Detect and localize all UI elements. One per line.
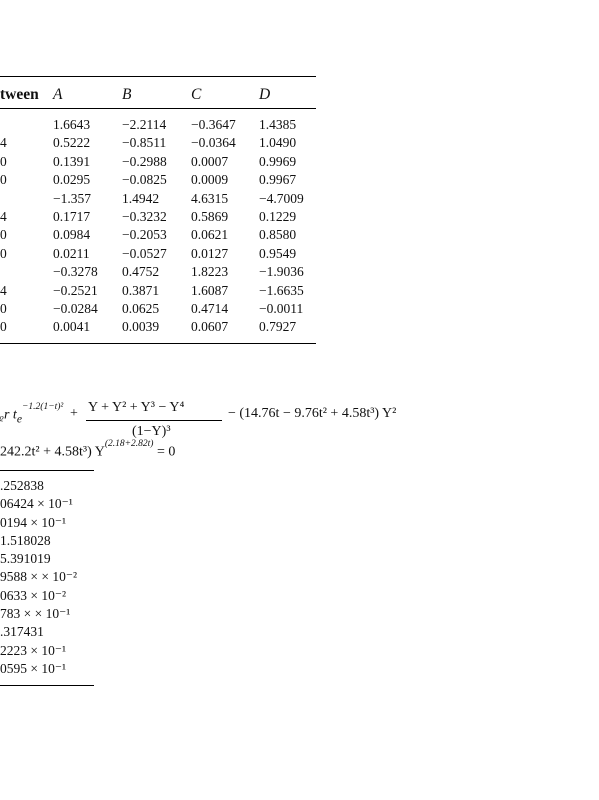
- table-row: [0, 246, 320, 264]
- table-row: [0, 264, 320, 282]
- value-cell: 0.0621: [191, 227, 229, 243]
- value-cell: 0.0007: [191, 153, 229, 169]
- value-cell: 0.0625: [122, 300, 160, 316]
- constant-value: 06424 × 10⁻¹: [0, 496, 73, 512]
- row-label-cell: 0: [0, 300, 7, 316]
- header-cell-d: D: [259, 86, 271, 103]
- value-cell: 0.4714: [191, 300, 229, 316]
- constant-value: 2223 × 10⁻¹: [0, 642, 67, 658]
- table-row: [0, 283, 320, 301]
- value-cell: 0.0127: [191, 245, 229, 261]
- value-cell: −0.0825: [122, 172, 167, 188]
- constant-value: 1.518028: [0, 532, 51, 548]
- value-cell: 0.0009: [191, 172, 229, 188]
- value-cell: 1.0490: [259, 135, 297, 151]
- constants-top-rule: [0, 470, 94, 471]
- value-cell: 0.1229: [259, 208, 297, 224]
- value-cell: 0.9549: [259, 245, 297, 261]
- constants-bottom-rule: [0, 685, 94, 686]
- table-row: [0, 117, 320, 135]
- value-cell: 0.0607: [191, 319, 229, 335]
- value-cell: −4.7009: [259, 190, 304, 206]
- table-body: [0, 117, 320, 338]
- value-cell: 0.0984: [53, 227, 91, 243]
- value-cell: −1.357: [53, 190, 91, 206]
- fraction-bar: [86, 420, 222, 421]
- value-cell: 1.4942: [122, 190, 160, 206]
- constant-value: 0633 × 10⁻²: [0, 587, 67, 603]
- table-row: [0, 227, 320, 245]
- value-cell: 1.6643: [53, 117, 91, 132]
- constant-value: .317431: [0, 624, 44, 640]
- constants-list: [0, 478, 77, 679]
- row-label-cell: 0: [0, 227, 7, 243]
- constant-value: 5.391019: [0, 551, 51, 567]
- row-label-cell: 4: [0, 135, 7, 151]
- equation-line1-left: ᵨr $t_e^{-1.2(1-t)^2}$: [0, 402, 64, 426]
- header-cell-c: C: [191, 86, 202, 103]
- value-cell: −1.6635: [259, 282, 304, 298]
- equation-denominator: (1−Y)³: [132, 424, 171, 439]
- equation-line1-right: − (14.76t − 9.76t² + 4.58t³) Y²: [228, 406, 397, 421]
- row-label-cell: 4: [0, 282, 7, 298]
- value-cell: −0.8511: [122, 135, 167, 151]
- value-cell: 4.6315: [191, 190, 229, 206]
- row-label-cell: 0: [0, 245, 7, 261]
- value-cell: −0.0364: [191, 135, 236, 151]
- value-cell: 0.8580: [259, 227, 297, 243]
- value-cell: 0.9967: [259, 172, 297, 188]
- value-cell: −1.9036: [259, 264, 304, 280]
- value-cell: −0.3647: [191, 117, 236, 132]
- value-cell: −0.2521: [53, 282, 98, 298]
- row-label-cell: 0: [0, 319, 7, 335]
- value-cell: 0.7927: [259, 319, 297, 335]
- table-header-rule: [0, 108, 316, 109]
- value-cell: 0.5222: [53, 135, 91, 151]
- value-cell: −0.0284: [53, 300, 98, 316]
- value-cell: 0.1717: [53, 208, 91, 224]
- value-cell: 1.6087: [191, 282, 229, 298]
- value-cell: −0.3232: [122, 208, 167, 224]
- table-bottom-rule: [0, 343, 316, 344]
- constant-value: 0595 × 10⁻¹: [0, 660, 67, 676]
- value-cell: 0.4752: [122, 264, 160, 280]
- header-cell: tween: [0, 86, 39, 103]
- value-cell: 0.3871: [122, 282, 160, 298]
- value-cell: 0.9969: [259, 153, 297, 169]
- header-cell-b: B: [122, 86, 132, 103]
- constant-value: 0194 × 10⁻¹: [0, 514, 67, 530]
- table-top-rule: [0, 76, 316, 77]
- value-cell: 0.0041: [53, 319, 91, 335]
- value-cell: 0.1391: [53, 153, 91, 169]
- value-cell: 0.0295: [53, 172, 91, 188]
- equation-line2: 242.2t² + 4.58t³) $Y^{(2.18+2.82t)} = 0$: [0, 439, 176, 460]
- equation-plus: +: [70, 406, 78, 421]
- value-cell: −0.0011: [259, 300, 304, 316]
- equation-numerator: Y + Y² + Y³ − Y⁴: [88, 400, 185, 415]
- table-row: [0, 154, 320, 172]
- constant-value: 783 × × 10⁻¹: [0, 606, 71, 622]
- value-cell: −2.2114: [122, 117, 167, 132]
- row-label-cell: 0: [0, 172, 7, 188]
- value-cell: 1.4385: [259, 117, 297, 132]
- value-cell: −0.2988: [122, 153, 167, 169]
- row-label-cell: 0: [0, 153, 7, 169]
- value-cell: 0.5869: [191, 208, 229, 224]
- row-label-cell: 4: [0, 208, 7, 224]
- value-cell: −0.0527: [122, 245, 167, 261]
- constant-value: .252838: [0, 478, 44, 493]
- value-cell: 0.0039: [122, 319, 160, 335]
- table-row: [0, 191, 320, 209]
- table-row: [0, 172, 320, 190]
- value-cell: −0.3278: [53, 264, 98, 280]
- value-cell: 0.0211: [53, 245, 90, 261]
- constant-value: 9588 × × 10⁻²: [0, 569, 78, 585]
- table-row: [0, 135, 320, 153]
- table-row: [0, 209, 320, 227]
- table-row: [0, 301, 320, 319]
- value-cell: 1.8223: [191, 264, 229, 280]
- value-cell: −0.2053: [122, 227, 167, 243]
- table-row: [0, 319, 320, 337]
- header-cell-a: A: [53, 86, 63, 103]
